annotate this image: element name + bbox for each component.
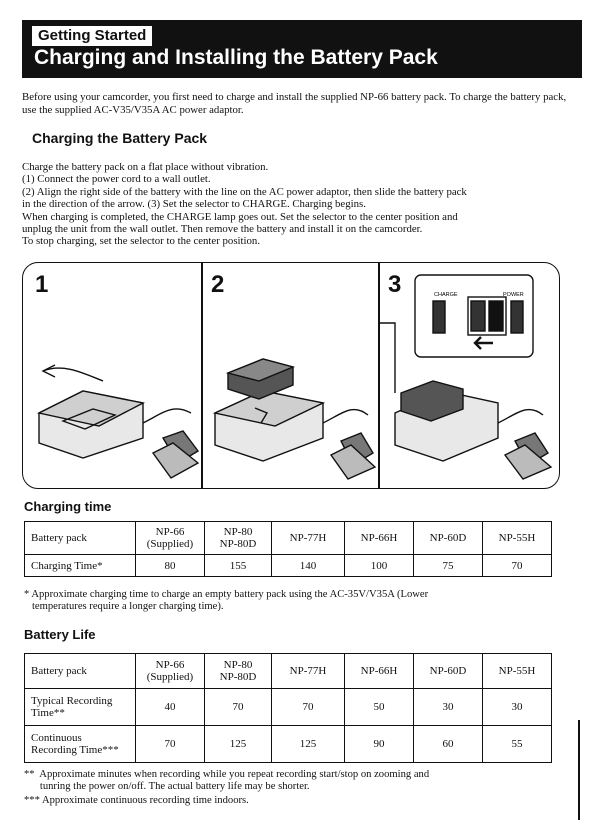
battery-life-note-1: ** Approximate minutes when recording while you repeat recording start/stop on zooming and tunring the power on/off. The actual battery life may be shorter. <box>24 769 430 793</box>
table-cell: 140 <box>272 555 345 577</box>
table-header-cell: NP-66 (Supplied) <box>136 522 205 555</box>
margin-rule <box>578 720 580 820</box>
page-title: Charging and Installing the Battery Pack <box>34 46 438 69</box>
table-cell: 155 <box>205 555 272 577</box>
table-header-cell: Battery pack <box>25 654 136 689</box>
table-cell: 70 <box>272 689 345 726</box>
table-header-cell: NP-77H <box>272 654 345 689</box>
charge-label: CHARGE <box>434 292 458 298</box>
table-row-label: Charging Time* <box>25 555 136 577</box>
charging-steps <box>22 161 582 248</box>
step-line: in the direction of the arrow. (3) Set the selector to CHARGE. Charging begins. <box>22 198 366 211</box>
step-line: When charging is completed, the CHARGE lamp goes out. Set the selector to the center position and <box>22 210 458 223</box>
charging-time-heading: Charging time <box>24 499 112 514</box>
panel-number-3: 3 <box>388 271 402 298</box>
table-header-cell: NP-80 NP-80D <box>205 654 272 689</box>
table-header-cell: NP-66 (Supplied) <box>136 654 205 689</box>
table-cell: 60 <box>414 726 483 763</box>
table-cell: 30 <box>414 689 483 726</box>
panel-number-1: 1 <box>35 271 49 298</box>
table-header-cell: NP-60D <box>414 522 483 555</box>
table-cell: 55 <box>483 726 552 763</box>
step-line: (1) Connect the power cord to a wall outlet. <box>22 173 211 186</box>
step-line: unplug the unit from the wall outlet. Then remove the battery and install it on the camcorder. <box>22 223 423 236</box>
battery-life-heading: Battery Life <box>24 627 96 642</box>
table-cell: 80 <box>136 555 205 577</box>
table-header-cell: NP-66H <box>345 522 414 555</box>
table-cell: 100 <box>345 555 414 577</box>
table-header-cell: Battery pack <box>25 522 136 555</box>
table-cell: 125 <box>272 726 345 763</box>
intro-paragraph: Before using your camcorder, you first need to charge and install the supplied NP-66 battery pack. To charge the battery pack, use the supplied AC-V35/V35A AC power adaptor. <box>22 91 567 116</box>
table-header-cell: NP-55H <box>483 654 552 689</box>
charging-time-table <box>24 521 552 577</box>
power-label: POWER <box>503 292 524 298</box>
table-cell: 70 <box>136 726 205 763</box>
table-cell: 30 <box>483 689 552 726</box>
battery-life-note-2: *** Approximate continuous recording time indoors. <box>24 795 249 806</box>
step-line: To stop charging, set the selector to the center position. <box>22 235 261 248</box>
table-header-cell: NP-60D <box>414 654 483 689</box>
table-row-label: Typical Recording Time** <box>25 689 136 726</box>
table-cell: 50 <box>345 689 414 726</box>
table-cell: 75 <box>414 555 483 577</box>
table-header-cell: NP-80 NP-80D <box>205 522 272 555</box>
charging-time-note: * Approximate charging time to charge an empty battery pack using the AC-35V/V35A (Lower temperatures require a longer charging time). <box>24 589 429 613</box>
step-line: Charge the battery pack on a flat place without vibration. <box>22 161 269 173</box>
adaptor-drawing <box>23 263 559 488</box>
table-cell: 90 <box>345 726 414 763</box>
section-tag: Getting Started <box>32 26 152 46</box>
table-cell: 40 <box>136 689 205 726</box>
step-line: (2) Align the right side of the battery with the line on the AC power adaptor, then slide the battery pack <box>22 185 467 198</box>
table-cell: 70 <box>205 689 272 726</box>
table-cell: 70 <box>483 555 552 577</box>
table-header-cell: NP-55H <box>483 522 552 555</box>
panel-number-2: 2 <box>211 271 225 298</box>
table-cell: 125 <box>205 726 272 763</box>
table-header-cell: NP-77H <box>272 522 345 555</box>
table-row-label: Continuous Recording Time*** <box>25 726 136 763</box>
battery-life-table <box>24 653 552 763</box>
charging-illustration <box>22 262 560 489</box>
table-header-cell: NP-66H <box>345 654 414 689</box>
charging-heading: Charging the Battery Pack <box>32 130 208 146</box>
